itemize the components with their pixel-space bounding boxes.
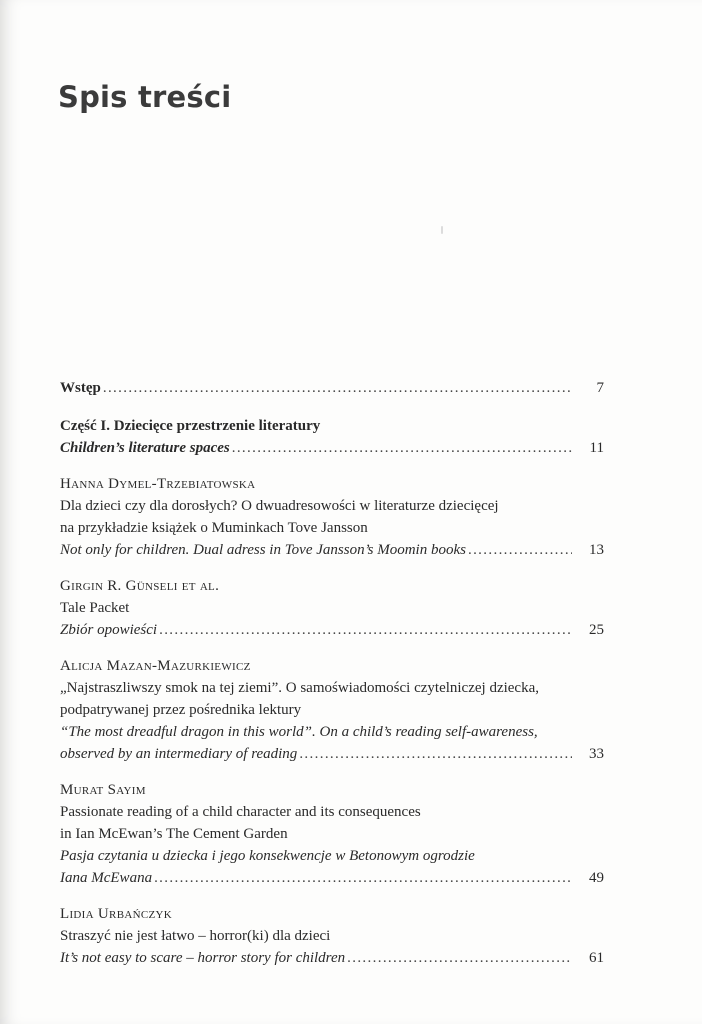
intro-label: Wstęp [60, 380, 101, 396]
title-line: podpatrywanej przez pośrednika lektury [60, 702, 302, 718]
toc-entry[interactable] [60, 655, 604, 765]
toc-entry[interactable] [60, 903, 604, 969]
title-line: „Najstraszliwszy smok na tej ziemi”. O samoświadomości czytelniczej dziecka, [60, 680, 539, 696]
dot-leader [468, 539, 572, 561]
page-title: Spis treści [58, 80, 232, 114]
scan-artifact [441, 226, 443, 234]
page-number: 7 [596, 380, 604, 396]
title-line: na przykładzie książek o Muminkach Tove Jansson [60, 520, 368, 536]
dot-leader [103, 377, 572, 399]
author-name: Hanna Dymel-Trzebiatowska [60, 476, 256, 492]
author-name: Girgin R. Günseli et al. [60, 578, 220, 594]
translated-title: Not only for children. Dual adress in Tove Jansson’s Moomin books [60, 542, 466, 558]
page-number: 33 [589, 746, 604, 762]
author-name: Murat Sayim [60, 782, 146, 798]
dot-leader [232, 437, 572, 459]
dot-leader [159, 619, 572, 641]
page-number: 49 [589, 870, 604, 886]
dot-leader [299, 743, 572, 765]
table-of-contents [60, 377, 604, 983]
toc-entry[interactable] [60, 473, 604, 561]
title-line: in Ian McEwan’s The Cement Garden [60, 826, 288, 842]
translated-title-line: Pasja czytania u dziecka i jego konsekwencje w Betonowym ogrodzie [60, 848, 475, 864]
dot-leader [347, 947, 572, 969]
translated-title: It’s not easy to scare – horror story for children [60, 950, 346, 966]
page-number: 11 [589, 440, 604, 456]
title-line: Dla dzieci czy dla dorosłych? O dwuadresowości w literaturze dziecięcej [60, 498, 499, 514]
title-line: Straszyć nie jest łatwo – horror(ki) dla dzieci [60, 928, 331, 944]
translated-title: observed by an intermediary of reading [60, 746, 298, 762]
translated-title-line: “The most dreadful dragon in this world”. On a child’s reading self-awareness, [60, 724, 538, 740]
dot-leader [154, 867, 572, 889]
toc-part-1[interactable] [60, 415, 604, 459]
title-line: Tale Packet [60, 600, 130, 616]
author-name: Alicja Mazan-Mazurkiewicz [60, 658, 251, 674]
title-line: Passionate reading of a child character and its consequences [60, 804, 421, 820]
toc-entry[interactable] [60, 575, 604, 641]
part-subtitle: Children’s literature spaces [60, 440, 230, 456]
toc-entry[interactable] [60, 779, 604, 889]
author-name: Lidia Urbańczyk [60, 906, 172, 922]
toc-entry-intro[interactable] [60, 377, 604, 399]
page-number: 61 [589, 950, 604, 966]
translated-title: Iana McEwana [60, 870, 153, 886]
part-title: Część I. Dziecięce przestrzenie literatury [60, 418, 321, 434]
page-number: 25 [589, 622, 604, 638]
translated-title: Zbiór opowieści [60, 622, 158, 638]
page-number: 13 [589, 542, 604, 558]
